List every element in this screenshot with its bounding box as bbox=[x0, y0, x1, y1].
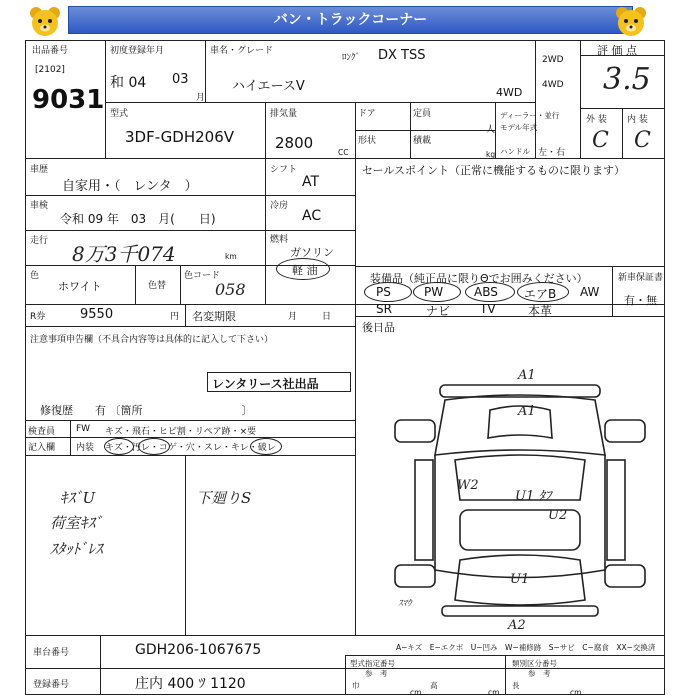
registration-era: 和 04 bbox=[110, 75, 147, 91]
height-unit: cm bbox=[488, 688, 500, 697]
model-year-label: モデル年式 bbox=[500, 123, 538, 132]
int-stain-circle bbox=[138, 438, 170, 455]
rental-stamp-text: レンタリース社出品 bbox=[212, 377, 319, 391]
capacity-unit: 人 bbox=[486, 125, 496, 135]
displacement-unit: CC bbox=[338, 148, 349, 157]
exterior-score: C bbox=[592, 128, 609, 153]
fuel-selected-circle bbox=[276, 258, 330, 280]
displacement-label: 排気量 bbox=[270, 109, 298, 119]
int-wear-circle bbox=[250, 438, 282, 455]
dealer-label: ディーラー・並行 bbox=[500, 111, 560, 120]
int-scratch-circle bbox=[104, 438, 134, 455]
name-change-label: 名変期限 bbox=[192, 310, 236, 323]
ac-label: 冷房 bbox=[270, 201, 289, 211]
mileage-unit: km bbox=[225, 252, 237, 261]
equipment-label: 装備品（純正品に限りΘでお囲みください） bbox=[370, 272, 588, 285]
equip-airbag: エアB bbox=[524, 287, 557, 301]
mileage-label: 走行 bbox=[30, 236, 49, 246]
mark-u2: U2 bbox=[548, 508, 568, 523]
fuel-option-diesel: 軽 油 bbox=[292, 264, 318, 277]
score-value: 3.5 bbox=[603, 62, 651, 97]
mark-sumou: ｽﾏｳ bbox=[398, 599, 412, 609]
handle-label: ハンドル bbox=[500, 147, 530, 156]
mark-a1-hood: A1 bbox=[518, 404, 536, 419]
equip-pw: PW bbox=[424, 285, 444, 299]
width-unit: cm bbox=[410, 688, 422, 697]
exterior-label: 外 装 bbox=[586, 115, 607, 125]
equip-tv: TV bbox=[480, 302, 496, 316]
lot-number: 9031 bbox=[32, 85, 105, 115]
post-install-label: 後日品 bbox=[362, 321, 395, 334]
mark-w2: W2 bbox=[457, 478, 479, 493]
note-line-2: 荷室ｷｽﾞ bbox=[50, 514, 103, 532]
fw-items: キズ・飛石・ヒビ割・リペア跡・×要 bbox=[105, 427, 257, 437]
plate-label: 登録番号 bbox=[33, 680, 70, 690]
mark-u1-side: U1 ﾀﾌ bbox=[515, 489, 552, 504]
equip-abs-circle bbox=[465, 282, 515, 302]
lot-code: [2102] bbox=[35, 65, 65, 75]
recycle-label: R券 bbox=[30, 312, 46, 322]
equip-aw: AW bbox=[580, 285, 600, 299]
class-num-label: 類別区分番号 bbox=[512, 659, 557, 668]
plate-value: 庄内 400 ﾂ 1120 bbox=[135, 676, 246, 692]
length-label: 長 bbox=[512, 681, 520, 690]
color-code: 058 bbox=[215, 280, 246, 299]
equip-ps-circle bbox=[364, 282, 412, 302]
model-value: 3DF-GDH206V bbox=[125, 128, 235, 146]
inspector-label: 検査員 bbox=[28, 427, 56, 437]
car-grade: DX TSS bbox=[378, 48, 426, 63]
mark-a1-top: A1 bbox=[518, 368, 536, 383]
recycle-value: 9550 bbox=[80, 307, 114, 322]
car-label: 車名・グレード bbox=[210, 46, 274, 56]
handle-value: 左・右 bbox=[538, 148, 566, 158]
sales-label: セールスポイント（正常に機能するものに限ります） bbox=[362, 164, 626, 177]
shift-value: AT bbox=[302, 174, 320, 190]
mark-a2: A2 bbox=[508, 618, 526, 633]
fuel-option-gasoline: ガソリン bbox=[290, 246, 334, 259]
warranty-value: 有・無 bbox=[624, 294, 657, 307]
color-value: ホワイト bbox=[58, 280, 102, 293]
length-unit: cm bbox=[570, 688, 582, 697]
car-name: ハイエースV bbox=[232, 79, 305, 94]
inspector-label-2: 記入欄 bbox=[28, 443, 56, 453]
inspection-value: 令和 09 年 03 月( 日) bbox=[60, 212, 216, 226]
interior-inspect-label: 内装 bbox=[76, 443, 95, 453]
interior-score: C bbox=[634, 128, 651, 153]
color-code-label: 色コード bbox=[184, 271, 221, 281]
warranty-label: 新車保証書 bbox=[618, 273, 664, 283]
page-title: バン・トラックコーナー bbox=[68, 6, 633, 34]
inspection-label: 車検 bbox=[30, 201, 49, 211]
interior-inspect-items: キズ・汚レ・コゲ・穴・スレ・キレ・破レ bbox=[105, 443, 276, 453]
fw-label: FW bbox=[76, 424, 91, 434]
repair-history: 修復歴 有 〔箇所 〕 bbox=[40, 404, 253, 417]
car-drive: 4WD bbox=[496, 86, 523, 99]
chassis-value: GDH206-1067675 bbox=[135, 642, 262, 658]
capacity-label: 定員 bbox=[413, 109, 432, 119]
equip-pw-circle bbox=[413, 282, 461, 302]
model-label: 型式 bbox=[110, 109, 129, 119]
damage-legend: A−キズ E−エクボ U−凹み W−補修跡 S−サビ C−腐食 XX−交換済 bbox=[396, 643, 656, 652]
equip-sr: SR bbox=[376, 302, 392, 316]
mascot-right-icon bbox=[613, 4, 649, 44]
score-label: 評 価 点 bbox=[597, 44, 637, 57]
note-line-3: ｽﾀｯﾄﾞﾚｽ bbox=[50, 540, 103, 558]
history-value: 自家用・（ レンタ ） bbox=[62, 179, 198, 194]
registration-label: 初度登録年月 bbox=[110, 46, 165, 56]
fuel-label: 燃料 bbox=[270, 235, 289, 245]
history-label: 車歴 bbox=[30, 165, 49, 175]
name-change-day: 日 bbox=[322, 312, 332, 322]
load-unit: kg bbox=[486, 150, 496, 159]
shift-label: シフト bbox=[270, 165, 298, 175]
shape-label: 形状 bbox=[358, 136, 377, 146]
height-label: 高 bbox=[430, 681, 438, 690]
drive-option-2wd: 2WD bbox=[542, 55, 564, 65]
equip-ps: PS bbox=[376, 285, 391, 299]
drive-option-4wd: 4WD bbox=[542, 80, 564, 90]
mascot-left-icon bbox=[27, 4, 63, 44]
displacement-value: 2800 bbox=[275, 134, 314, 152]
registration-month: 03 bbox=[172, 72, 189, 87]
registration-month-unit: 月 bbox=[196, 93, 206, 103]
note-underbody: 下廻りS bbox=[196, 489, 252, 507]
color-label: 色 bbox=[30, 271, 40, 281]
doors-label: ドア bbox=[358, 109, 376, 119]
notes-label: 注意事項申告欄（不具合内容等は具体的に記入して下さい） bbox=[30, 335, 274, 345]
interior-label: 内 装 bbox=[627, 115, 648, 125]
width-label: 巾 bbox=[352, 681, 360, 690]
equip-navi: ナビ bbox=[426, 304, 451, 318]
lot-label: 出品番号 bbox=[32, 46, 69, 56]
equip-airbag-circle bbox=[517, 282, 569, 302]
mileage-value: 8万3千074 bbox=[72, 242, 176, 266]
type-specified-sub: 参 考 bbox=[365, 669, 388, 678]
ac-value: AC bbox=[302, 208, 322, 224]
mark-u1-rear: U1 bbox=[510, 572, 530, 587]
car-grade-note: ﾛﾝｸﾞ bbox=[342, 53, 361, 63]
equip-leather: 本革 bbox=[528, 304, 553, 318]
equip-abs: ABS bbox=[474, 285, 498, 299]
name-change-month: 月 bbox=[288, 312, 298, 322]
color-change-label: 色替 bbox=[148, 281, 167, 291]
chassis-label: 車台番号 bbox=[33, 648, 70, 658]
load-label: 積載 bbox=[413, 136, 432, 146]
type-specified-label: 型式指定番号 bbox=[350, 659, 395, 668]
recycle-unit: 円 bbox=[170, 312, 180, 322]
class-num-sub: 参 考 bbox=[528, 669, 551, 678]
note-line-1: ｷｽﾞU bbox=[60, 489, 96, 507]
